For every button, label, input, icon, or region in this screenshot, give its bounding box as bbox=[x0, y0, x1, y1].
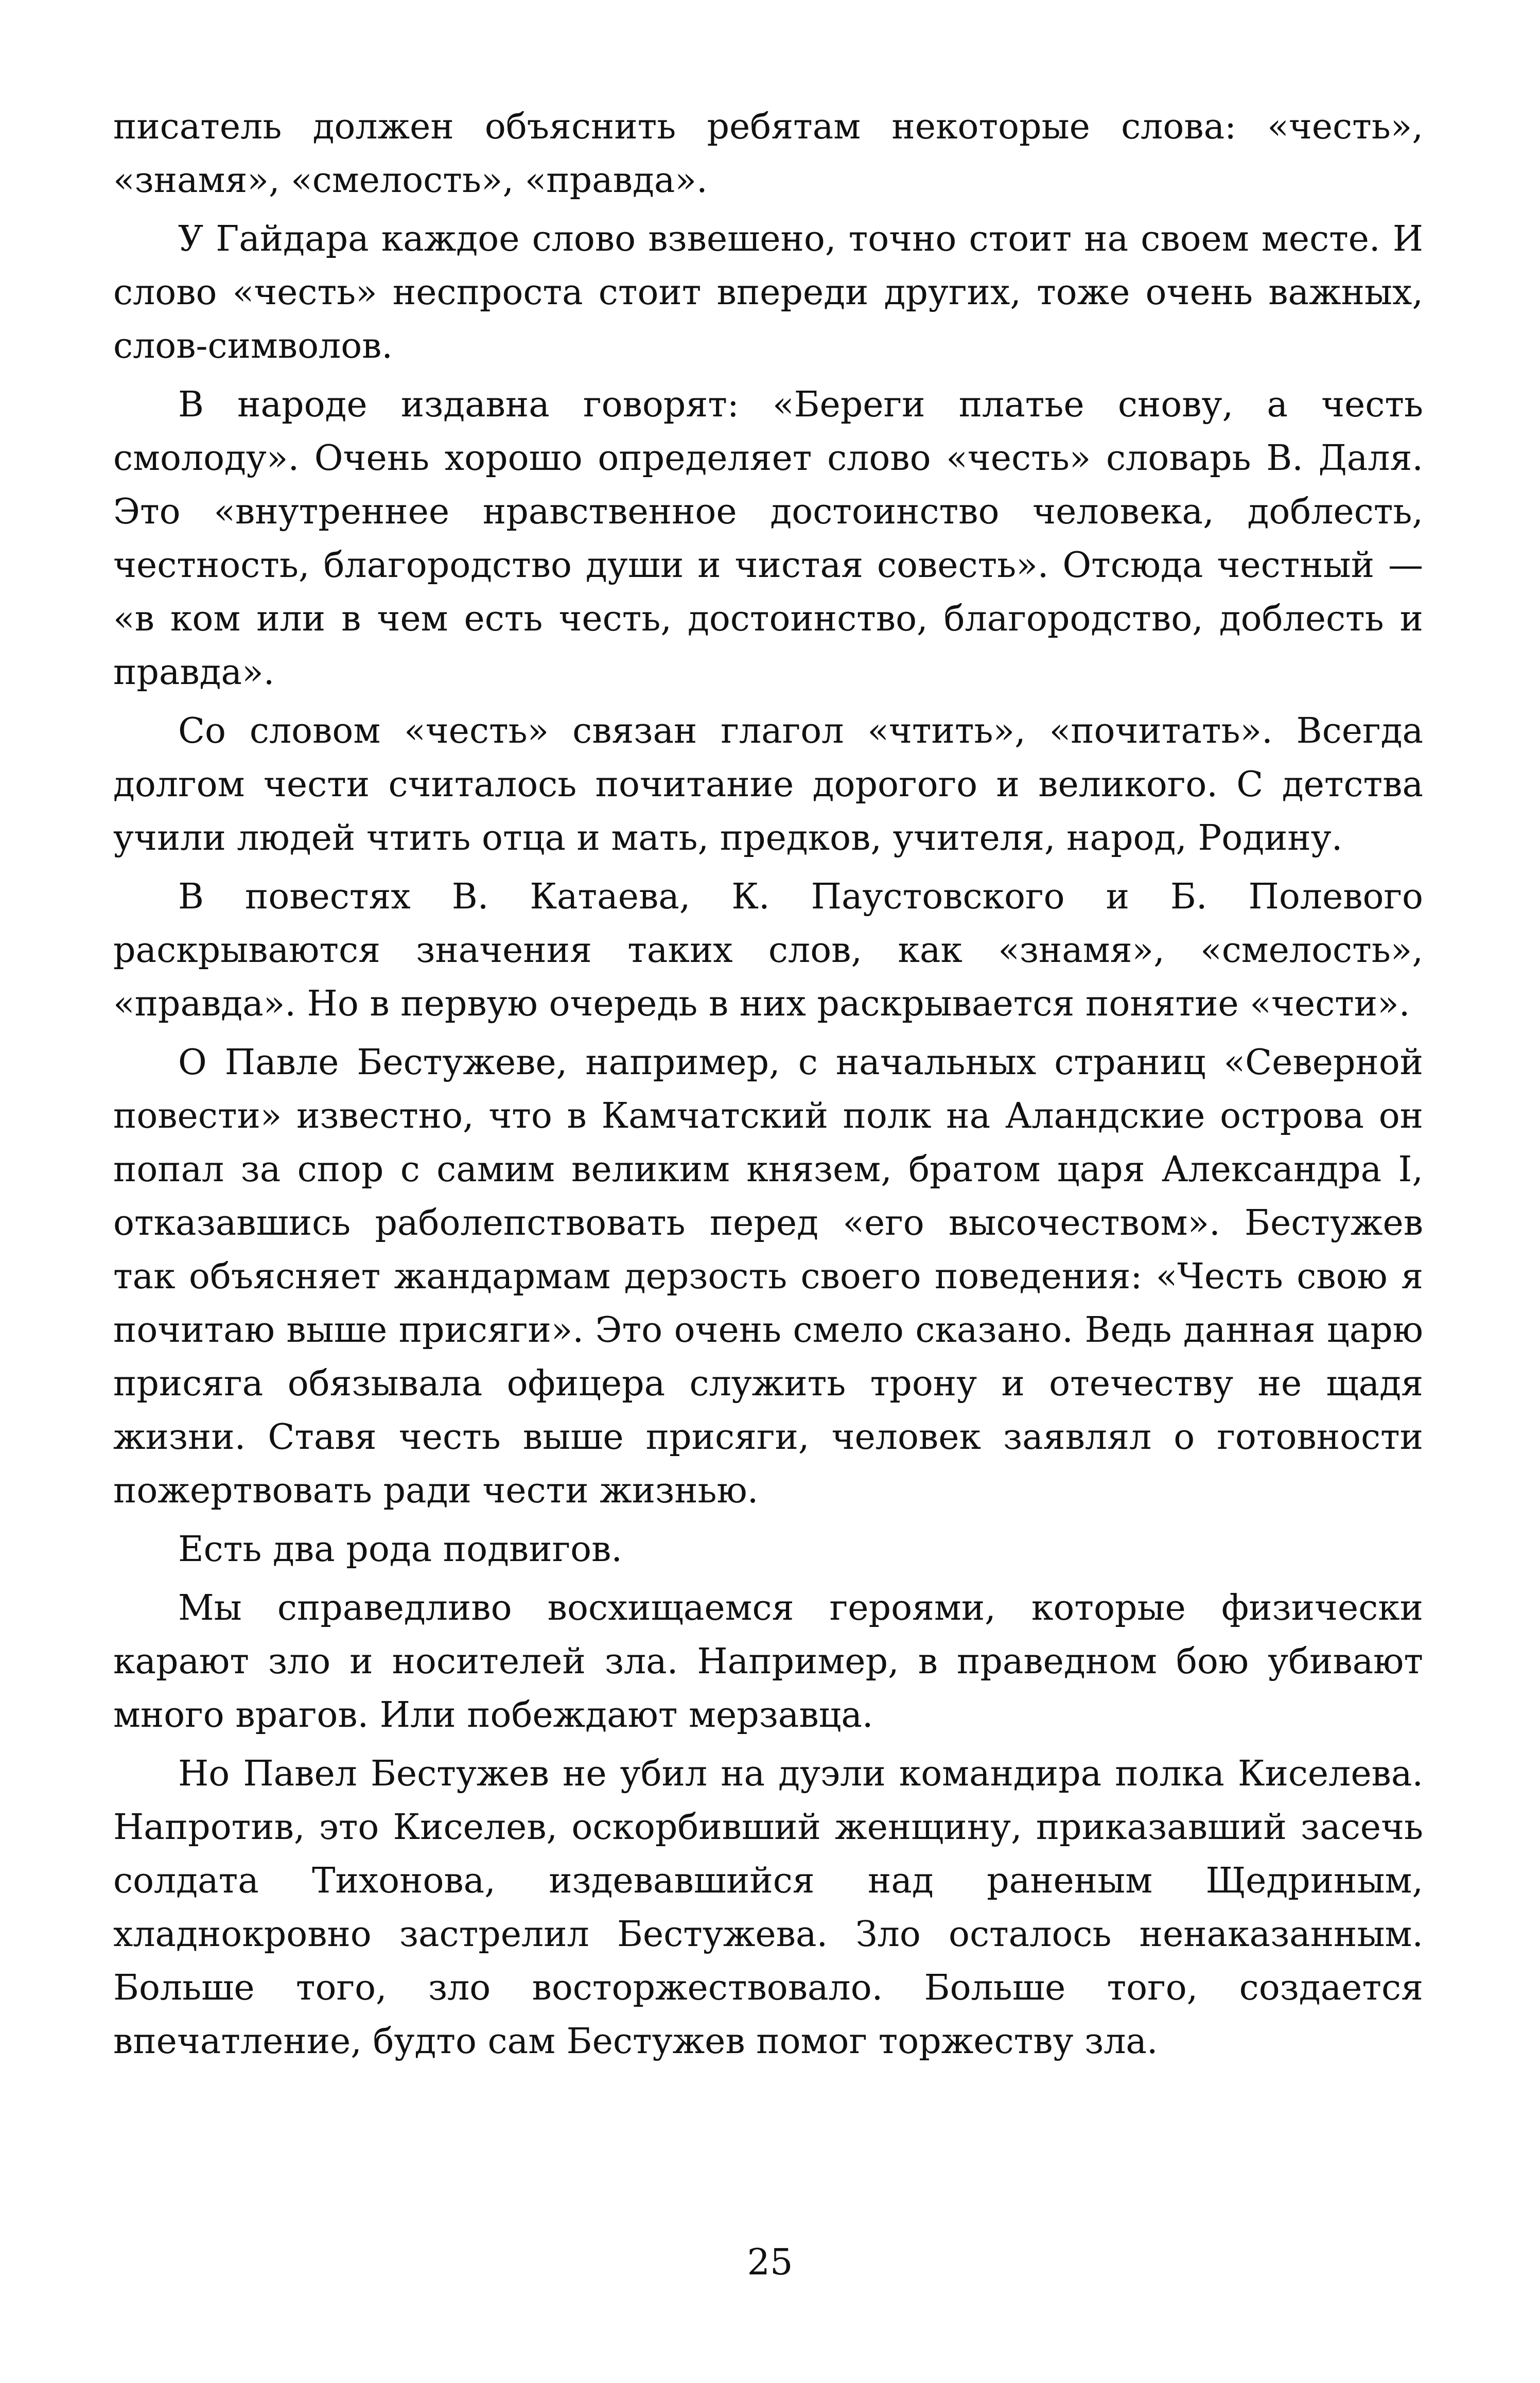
paragraph: В народе издавна говорят: «Береги платье снову, а честь смолоду». Очень хорошо определяет слово «честь» словарь В. Даля. Это «внутреннее нравственное достоинство человека, доблесть, честность, благородство души и чистая совесть». Отсюда честный — «в ком или в чем есть честь, достоинство, благородство, доблесть и правда». bbox=[113, 384, 1423, 693]
paragraph: Но Павел Бестужев не убил на дуэли командира полка Киселева. Напротив, это Киселев, оскорбивший женщину, приказавший засечь солдата Тихонова, издевавшийся над раненым Щедриным, хладнокровно застрелил Бестужева. Зло осталось ненаказанным. Больше того, зло восторжествовало. Больше того, создается впечатление, будто сам Бестужев помог торжеству зла. bbox=[113, 1754, 1423, 2062]
paragraph: О Павле Бестужеве, например, с начальных страниц «Северной повести» известно, что в Камчатский полк на Аландские острова он попал за спор с самим великим князем, братом царя Александра I, отказавшись раболепствовать перед «его высочеством». Бестужев так объясняет жандармам дерзость своего поведения: «Честь свою я почитаю выше присяги». Это очень смело сказано. Ведь данная царю присяга обязывала офицера служить трону и отечеству не щадя жизни. Ставя честь выше присяги, человек заявлял о готовности пожертвовать ради чести жизнью. bbox=[113, 1042, 1423, 1511]
paragraph: Мы справедливо восхищаемся героями, которые физически карают зло и носителей зла. Например, в праведном бою убивают много врагов. Или побеждают мерзавца. bbox=[113, 1588, 1423, 1736]
body-text bbox=[113, 100, 1423, 2069]
paragraph: Есть два рода подвигов. bbox=[178, 1529, 622, 1570]
paragraph: У Гайдара каждое слово взвешено, точно стоит на своем месте. И слово «честь» неспроста стоит впереди других, тоже очень важных, слов-символов. bbox=[113, 219, 1423, 366]
paragraph: В повестях В. Катаева, К. Паустовского и Б. Полевого раскрываются значения таких слов, как «знамя», «смелость», «правда». Но в первую очередь в них раскрывается понятие «чести». bbox=[113, 877, 1423, 1024]
paragraph: Со словом «честь» связан глагол «чтить», «почитать». Всегда долгом чести считалось почитание дорогого и великого. С детства учили людей чтить отца и мать, предков, учителя, народ, Родину. bbox=[113, 711, 1423, 858]
paragraph: писатель должен объяснить ребятам некоторые слова: «честь», «знамя», «смелость», «правда». bbox=[113, 107, 1423, 201]
page-number: 25 bbox=[747, 2241, 793, 2283]
